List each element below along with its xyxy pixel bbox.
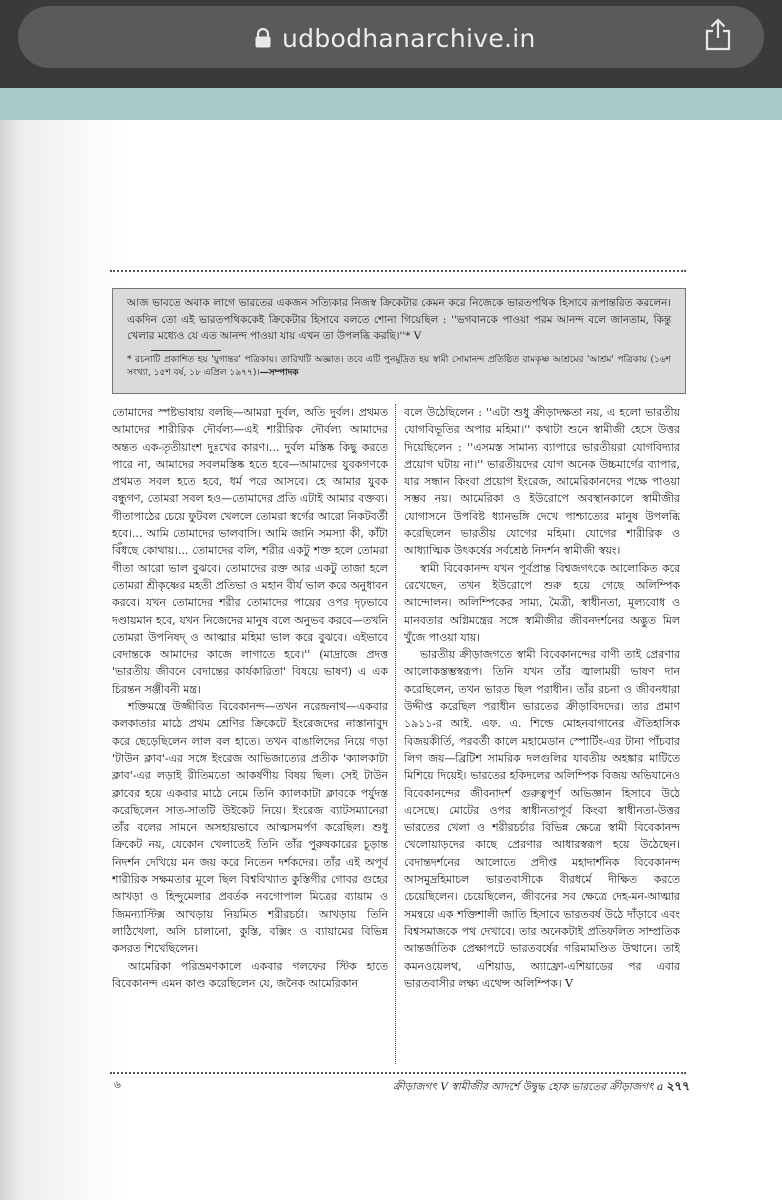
bottom-divider	[110, 1072, 686, 1074]
paragraph: শক্তিমন্ত্রে উজ্জীবিত বিবেকানন্দ—তখন নরেন্দ্রনাথ—একবার কলকাতার মাঠে প্রথম শ্রেণির ক্রিকেটে ইংরেজদের নাস্তানাবুদ করে ছেড়েছিলেন লাল বল হাতে। তখন বাঙালিদের নিয়ে গড়া 'টাউন ক্লাব'-এর সঙ্গে ইংরেজ আভিজাত্যের প্রতীক 'ক্যালকাটা ক্লাব'-এর লড়াই রীতিমতো আকর্ষণীয় বিষয় ছিল। সেই টাউন ক্লাবের হয়ে একবার মাঠে নেমে তিনি ক্যালকাটা ক্লাবকে পর্যুদস্ত করেছিলেন সাত-সাতটি উইকেট নিয়ে। ইংরেজ ব্যাটসম্যানেরা তাঁর বলের সামনে অসহায়ভাবে আত্মসমর্পণ করেছিল। শুধু ক্রিকেট নয়, যেকোন খেলাতেই তিনি তাঁর পুরুষকারের চূড়ান্ত নিদর্শন দেখিয়ে মন জয় করে নিতেন দর্শকদের। তাঁর এই অপূর্ব শারীরিক সক্ষমতার মূলে ছিল বিশ্ববিখ্যাত কুস্তিগীর গোবর গুহের আখড়া ও হিন্দুমেলার প্রবর্তক নবগোপাল মিত্রের ব্যায়াম ও জিমন্যাস্টিক্স আখড়ায় নিয়মিত শরীরচর্চা। আখড়ায় তিনি লাঠিখেলা, অসি চালানো, কুস্তি, বক্সিং ও ব্যায়ামের বিভিন্ন কসরত শিখেছিলেন।	[112, 700, 388, 956]
intro-text: আজ ভাবতে অবাক লাগে ভারতের একজন সত্যিকার নিজস্ব ক্রিকেটার কেমন করে নিজেকে ভারতপথিক হিসাবে রূপান্তরিত করলেন। একদিন তো এই ভারতপথিককেই ক্রিকেটার হিসাবে বলতে শোনা গিয়েছিল : ''ভগবানকে পাওয়া পরম আনন্দ বলে জানতাম, কিন্তু খেলার মধ্যেও যে এত আনন্দ পাওয়া যায় এখন তা উপলব্ধি করছি।''* V	[127, 297, 671, 342]
intro-box	[112, 288, 686, 394]
paragraph: আমেরিকা পরিভ্রমণকালে একবার গলফের স্টিক হাতে বিবেকানন্দ এমন কাণ্ড করেছিলেন যে, জনৈক আমেরিকান	[112, 959, 388, 990]
footnote-signature: —সম্পাদক	[259, 367, 299, 378]
right-column	[404, 404, 680, 1064]
footnote-rule	[151, 350, 221, 351]
page-top-band	[0, 88, 782, 120]
footnote	[127, 354, 671, 380]
share-icon[interactable]	[703, 17, 733, 51]
footer-left: ৬	[114, 1079, 121, 1091]
address-bar[interactable]	[18, 6, 764, 68]
footnote-text: * রচনাটি প্রকাশিত হয় 'যুগান্তর' পত্রিকায়। তারিখটি অজ্ঞাত। তবে এটি পুনর্মুদ্রিত হয় স্বামী সোমানন্দ প্রতিষ্ঠিত রামকৃষ্ণ আশ্রমের 'আশ্রম' পত্রিকায় (১৬শ সংখ্যা, ১৫শ বর্ষ, ১৮ এপ্রিল ১৯৭৭)।	[127, 354, 671, 378]
footer-right	[393, 1078, 690, 1098]
running-title: ক্রীড়াজগৎ V স্বামীজীর আদর্শে উদ্বুদ্ধ হোক ভারতের ক্রীড়াজগৎ a	[392, 1081, 664, 1093]
page-edge-shadow	[0, 120, 26, 1200]
left-column	[112, 404, 388, 1064]
top-divider	[110, 270, 686, 272]
url-text[interactable]: udbodhanarchive.in	[282, 24, 536, 53]
page-number: ২৭৭	[666, 1079, 690, 1093]
lock-icon	[254, 28, 272, 48]
paragraph: ভারতীয় ক্রীড়াজগতে স্বামী বিবেকানন্দের বাণী তাই প্রেরণার আলোকস্তম্ভস্বরূপ। তিনি যখন তাঁর জ্বালাময়ী ভাষণ দান করেছিলেন, তখন ভারত ছিল পরাধীন। তাঁর রচনা ও জীবনধারা উদ্দীপ্ত করেছিল পরাধীন ভারতের ক্রীড়াবিদদের। তার প্রমাণ ১৯১১-র আই. এফ. এ. শিল্ডে মোহনবাগানের ঐতিহাসিক বিজয়কীর্তি, পরবর্তী কালে মহামেডান স্পোর্টিং-এর টানা পাঁচবার লিগ জয়—ব্রিটিশ সামরিক দলগুলির যাবতীয় অহঙ্কার মাটিতে মিশিয়ে দিয়েই। ভারতের হকিদলের অলিম্পিক বিজয় অভিযানেও বিবেকানন্দের জীবনাদর্শ গুরুত্বপূর্ণ অভিজ্ঞান হিসাবে উঠে এসেছে। মোটের ওপর স্বাধীনতাপূর্ব কিংবা স্বাধীনতা-উত্তর ভারতের খেলা ও শরীরচর্চার বিভিন্ন ক্ষেত্রে স্বামী বিবেকানন্দ খেলোয়াড়দের কাছে প্রেরণার আধারস্বরূপ হয়ে উঠেছেন। বেদান্তদর্শনের আলোতে প্রদীপ্ত মহাদার্শনিক বিবেকানন্দ আসমুদ্রহিমাচল ভারতবাসীকে বীরধর্মে দীক্ষিত করতে চেয়েছিলেন। চেয়েছিলেন, জীবনের সব ক্ষেত্রে দেহ-মন-আত্মার সমন্বয়ে এক শক্তিশালী জাতি হিসাবে ভারতবর্ষ উঠে দাঁড়াবে এবং বিশ্বসমাজকে পথ দেখাবে। তার অনেকটাই প্রতিফলিত সাম্প্রতিক আন্তর্জাতিক প্রেক্ষাপটে ভারতবর্ষের গরিমামণ্ডিত উত্থানে। তাই কমনওয়েলথ, এশিয়াড, অ্যাফ্রো-এশিয়াডের পর এবার ভারতবাসীর লক্ষ্য এথেন্স অলিম্পিক। V	[404, 648, 680, 990]
browser-toolbar	[0, 0, 782, 88]
paragraph: তোমাদের স্পষ্টভাষায় বলছি—আমরা দুর্বল, অতি দুর্বল। প্রথমত আমাদের শারীরিক দৌর্বল্য—এই শারীরিক দৌর্বল্য আমাদের অন্তত এক-তৃতীয়াংশ দুঃখের কারণ।... দুর্বল মস্তিষ্ক কিছু করতে পারে না, আমাদের সবলমস্তিষ্ক হতে হবে—আমাদের যুবকগণকে প্রথমত সবল হতে হবে, ধর্ম পরে আসবে। হে আমার যুবক বন্ধুগণ, তোমরা সবল হও—তোমাদের প্রতি এটাই আমার বক্তব্য। গীতাপাঠের চেয়ে ফুটবল খেললে তোমরা স্বর্গের আরো নিকটবর্তী হবে।... আমি তোমাদের ভালবাসি। আমি জানি সমস্যা কী, কাঁটা বিঁধছে কোথায়।... তোমাদের বলি, শরীর একটু শক্ত হলে তোমরা গীতা আরো ভাল বুঝবে। তোমাদের রক্ত আর একটু তাজা হলে তোমরা শ্রীকৃষ্ণের মহতী প্রতিভা ও মহান বীর্য ভাল করে অনুধাবন করবে। যখন তোমাদের শরীর তোমাদের পায়ের ওপর দৃঢ়ভাবে দণ্ডায়মান হবে, যখন নিজেদের মানুষ বলে অনুভব করবে—তখনি তোমরা উপনিষদ্ ও আত্মার মহিমা ভাল করে বুঝবে। এইভাবে বেদান্তকে আমাদের কাজে লাগাতে হবে।'' (মাদ্রাজে প্রদত্ত 'ভারতীয় জীবনে বেদান্তের কার্যকারিতা' বিষয়ে ভাষণ) এ এক চিরন্তন সঞ্জীবনী মন্ত্র।	[112, 406, 388, 696]
paragraph: স্বামী বিবেকানন্দ যখন পূর্বপ্রান্ত বিশ্বজগৎকে আলোকিত করে রেখেছেন, তখন ইউরোপে শুরু হয়ে গেছে অলিম্পিক আন্দোলন। অলিম্পিকের সাম্য, মৈত্রী, স্বাধীনতা, মূল্যবোধ ও মানবতার অগ্নিমন্ত্রের সঙ্গে স্বামীজীর জীবনদর্শনের অদ্ভুত মিল খুঁজে পাওয়া যায়।	[404, 561, 680, 644]
paragraph: বলে উঠেছিলেন : ''এটা শুধু ক্রীড়াদক্ষতা নয়, এ হলো ভারতীয় যোগবিভূতির অপার মহিমা।'' কথাটা শুনে স্বামীজী হেসে উত্তর দিয়েছিলেন : ''এসমস্ত সামান্য ব্যাপারে ভারতীয়রা যোগবিদ্যার প্রয়োগ ঘটায় না।'' ভারতীয়দের যোগ অনেক উচ্চমার্গের ব্যাপার, যার সন্ধান কিংবা প্রয়োগ ইংরেজ, আমেরিকানদের পক্ষে পাওয়া সম্ভব নয়। আমেরিকা ও ইউরোপে অবস্থানকালে স্বামীজীর যোগাসনে উপবিষ্ট ধ্যানভঙ্গি দেখে পাশ্চাত্যের মানুষ উপলব্ধি করেছিলেন ভারতীয় যোগের মহিমা। যোগের শারীরিক ও আধ্যাত্মিক উৎকর্ষের সর্বশ্রেষ্ঠ নিদর্শন স্বামীজী স্বয়ং।	[404, 406, 680, 558]
column-divider	[395, 404, 396, 1064]
